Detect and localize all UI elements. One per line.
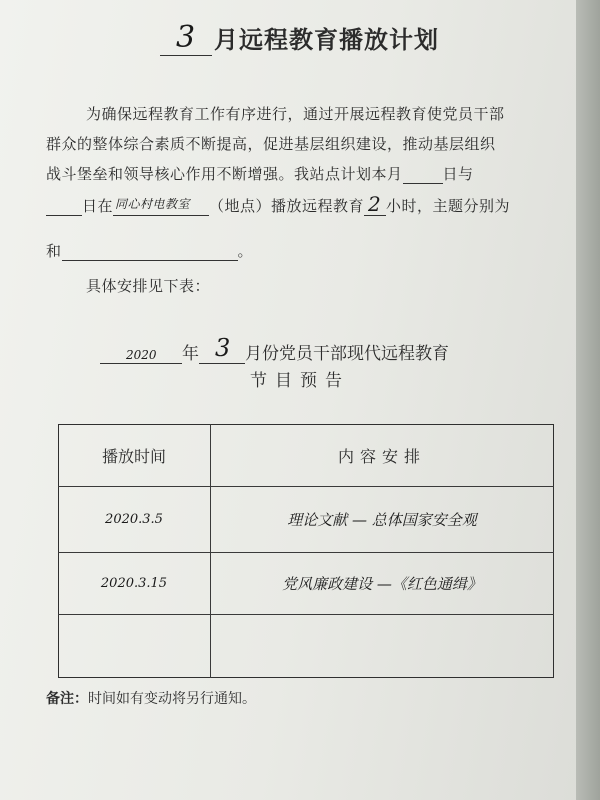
year-suffix: 年 bbox=[182, 344, 199, 364]
table-row-3-content bbox=[210, 614, 554, 678]
topic-blank bbox=[62, 242, 238, 261]
footnote-text: 时间如有变动将另行通知。 bbox=[88, 691, 256, 707]
location-handwritten: 同心村电教室 bbox=[115, 197, 191, 211]
page-title bbox=[160, 12, 460, 56]
year-handwritten: 2020 bbox=[126, 348, 157, 362]
paragraph-line-4-text-c: 小时，主题分别为 bbox=[386, 197, 511, 215]
paragraph-line-3-text: 战斗堡垒和领导核心作用不断增强。我站点计划本月 bbox=[46, 165, 403, 183]
location-blank bbox=[113, 197, 209, 216]
paragraph-line-5 bbox=[46, 241, 253, 261]
hours-handwritten: 2 bbox=[368, 192, 382, 216]
schedule-subtitle: 节目预告 bbox=[250, 371, 350, 391]
background-surface bbox=[576, 0, 600, 800]
paragraph-line-4-text-b: （地点）播放远程教育 bbox=[209, 197, 365, 215]
paragraph-line-2: 群众的整体综合素质不断提高，促进基层组织建设，推动基层组织 bbox=[46, 135, 496, 153]
table-row-3-date bbox=[58, 614, 210, 678]
schedule-heading bbox=[100, 334, 520, 364]
day-blank-1 bbox=[403, 165, 443, 184]
hours-blank bbox=[364, 192, 386, 216]
footnote-label: 备注： bbox=[46, 691, 88, 707]
schedule-table bbox=[58, 424, 554, 678]
table-header-time: 播放时间 bbox=[101, 446, 166, 466]
table-row-2-date: 2020.3.15 bbox=[100, 575, 168, 591]
intro-text: 具体安排见下表： bbox=[86, 277, 211, 295]
paragraph-line-1: 为确保远程教育工作有序进行，通过开展远程教育使党员干部 bbox=[86, 105, 505, 123]
table-row-1-content: 理论文献 — 总体国家安全观 bbox=[287, 510, 477, 529]
schedule-month-blank bbox=[199, 334, 245, 364]
day-blank-2 bbox=[46, 197, 82, 216]
paragraph-line-3 bbox=[46, 164, 474, 184]
table-row-1-date: 2020.3.5 bbox=[105, 511, 163, 527]
schedule-month-handwritten: 3 bbox=[215, 334, 231, 362]
table-row-2-content: 党风廉政建设 —《红色通缉》 bbox=[282, 574, 482, 593]
table-header-content: 内容安排 bbox=[337, 446, 426, 466]
title-month-handwritten: 3 bbox=[176, 20, 196, 55]
schedule-heading-rest: 月份党员干部现代远程教育 bbox=[245, 344, 449, 364]
paragraph-line-4 bbox=[46, 192, 511, 216]
paragraph-line-3-tail: 日与 bbox=[442, 165, 474, 183]
paragraph-line-5-text-b: 。 bbox=[237, 242, 254, 260]
title-month-blank bbox=[160, 19, 212, 56]
title-text: 月远程教育播放计划 bbox=[214, 26, 439, 54]
footnote bbox=[46, 688, 256, 708]
paragraph-line-5-text-a: 和 bbox=[46, 242, 62, 260]
year-blank bbox=[100, 341, 182, 364]
paragraph-line-4-text-a: 日在 bbox=[82, 197, 114, 215]
